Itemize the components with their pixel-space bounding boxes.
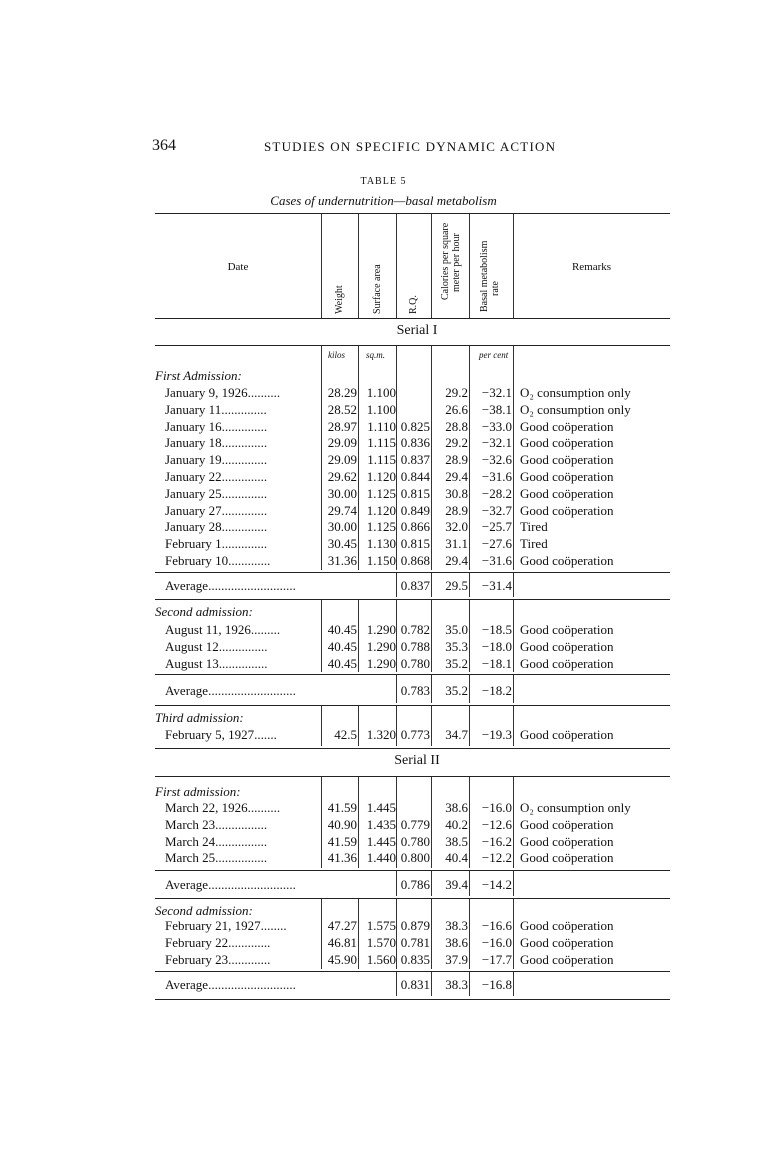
cell-date: February 10............. (165, 553, 271, 568)
cell-weight: 40.45 (327, 655, 357, 671)
cell-bmr: −16.2 (481, 833, 512, 849)
table-row (0, 656, 767, 672)
cell-rq: 0.836 (400, 435, 430, 451)
table-row (0, 639, 767, 655)
table-row (0, 469, 767, 485)
cell-date: January 16.............. (165, 418, 268, 434)
unit-kilos: kilos (328, 350, 345, 360)
cell-calories: 32.0 (445, 519, 468, 535)
section-label: First admission: (155, 784, 241, 799)
cell-weight: 29.09 (327, 435, 357, 451)
table-row (0, 402, 767, 418)
cell-surface-area: 1.440 (366, 850, 396, 866)
cell-calories: 31.1 (445, 536, 468, 552)
cell-rq: 0.781 (400, 934, 430, 950)
table-row (0, 519, 767, 535)
average-row (0, 578, 767, 594)
cell-surface-area: 1.120 (366, 502, 396, 518)
table-rule (155, 971, 670, 972)
section-label: First Admission: (155, 368, 242, 383)
cell-remarks: Good coöperation (520, 951, 614, 967)
cell-surface-area: 1.445 (366, 800, 396, 815)
cell-date: August 11, 1926......... (165, 622, 281, 637)
cell-weight: 28.97 (327, 418, 357, 434)
cell-calories: 28.8 (445, 418, 468, 434)
header-weight: Weight (334, 285, 345, 314)
cell-bmr: −25.7 (481, 519, 512, 535)
cell-date: January 9, 1926.......... (165, 385, 281, 400)
cell-calories: 40.4 (445, 850, 468, 866)
average-bmr: −18.2 (481, 683, 512, 698)
cell-remarks: Good coöperation (520, 452, 614, 468)
table-label: TABLE 5 (360, 176, 407, 187)
cell-surface-area: 1.125 (366, 519, 396, 535)
section-label: Second admission: (155, 903, 253, 918)
cell-surface-area: 1.100 (366, 401, 396, 417)
average-row (0, 977, 767, 993)
cell-rq: 0.837 (400, 452, 430, 468)
cell-date: March 25................ (165, 850, 268, 866)
cell-rq: 0.780 (400, 655, 430, 671)
cell-weight: 29.09 (327, 452, 357, 468)
header-divider (321, 214, 322, 318)
cell-calories: 28.9 (445, 452, 468, 468)
cell-weight: 46.81 (327, 934, 357, 950)
cell-calories: 34.7 (445, 727, 468, 742)
table-row (0, 850, 767, 866)
header-date: Date (227, 261, 249, 273)
cell-surface-area: 1.290 (366, 655, 396, 671)
table-row (0, 800, 767, 816)
cell-weight: 30.45 (327, 536, 357, 552)
cell-date: March 24................ (165, 833, 268, 849)
cell-bmr: −27.6 (481, 536, 512, 552)
header-rq: R.Q. (408, 295, 419, 314)
table-rule (155, 748, 670, 749)
average-bmr: −31.4 (481, 578, 512, 593)
cell-date: February 23............. (165, 951, 271, 967)
table-rule (155, 999, 670, 1000)
cell-remarks: O₂ consumption only (520, 385, 631, 400)
cell-rq: 0.788 (400, 638, 430, 654)
table-row (0, 622, 767, 638)
table-row (0, 834, 767, 850)
cell-remarks: Good coöperation (520, 435, 614, 451)
cell-date: February 1.............. (165, 536, 268, 552)
cell-surface-area: 1.320 (366, 727, 396, 742)
cell-calories: 38.6 (445, 934, 468, 950)
section-label-row (0, 784, 767, 800)
cell-calories: 38.6 (445, 800, 468, 815)
cell-calories: 38.5 (445, 833, 468, 849)
cell-rq: 0.773 (400, 727, 430, 742)
average-row (0, 877, 767, 893)
table-caption: Cases of undernutrition—basal metabolism (270, 193, 497, 208)
cell-remarks: Good coöperation (520, 655, 614, 671)
table-rule (155, 776, 670, 777)
table-row (0, 817, 767, 833)
cell-surface-area: 1.290 (366, 622, 396, 637)
cell-calories: 29.2 (445, 385, 468, 400)
cell-rq: 0.815 (400, 536, 430, 552)
average-calories: 35.2 (445, 683, 468, 698)
cell-weight: 42.5 (334, 727, 357, 742)
average-label: Average........................... (165, 877, 296, 892)
cell-remarks: Good coöperation (520, 553, 614, 568)
cell-remarks: Good coöperation (520, 850, 614, 866)
cell-date: August 13............... (165, 655, 268, 671)
cell-calories: 40.2 (445, 816, 468, 832)
cell-bmr: −33.0 (481, 418, 512, 434)
average-rq: 0.786 (400, 877, 430, 892)
cell-bmr: −28.2 (481, 485, 512, 501)
header-bmr-line2: rate (490, 281, 501, 296)
cell-weight: 40.45 (327, 638, 357, 654)
header-calories-line2: meter per hour (451, 233, 462, 292)
table-row (0, 385, 767, 401)
header-bmr (479, 241, 501, 312)
cell-bmr: −18.0 (481, 638, 512, 654)
cell-weight: 45.90 (327, 951, 357, 967)
cell-calories: 35.2 (445, 655, 468, 671)
table-row (0, 935, 767, 951)
header-remarks: Remarks (571, 261, 612, 273)
cell-weight: 30.00 (327, 519, 357, 535)
cell-calories: 35.3 (445, 638, 468, 654)
cell-remarks: Good coöperation (520, 622, 614, 637)
cell-date: January 25.............. (165, 485, 268, 501)
cell-remarks: Tired (520, 519, 548, 535)
cell-bmr: −19.3 (481, 727, 512, 742)
cell-remarks: Good coöperation (520, 418, 614, 434)
cell-weight: 31.36 (327, 553, 357, 568)
average-label: Average........................... (165, 977, 296, 992)
table-rule (155, 870, 670, 871)
cell-rq: 0.866 (400, 519, 430, 535)
average-rq: 0.831 (400, 977, 430, 992)
cell-rq: 0.815 (400, 485, 430, 501)
header-calories-line1: Calories per square (440, 222, 451, 300)
average-label: Average........................... (165, 578, 296, 593)
cell-rq: 0.844 (400, 469, 430, 484)
cell-surface-area: 1.575 (366, 918, 396, 933)
cell-surface-area: 1.130 (366, 536, 396, 552)
header-surface-area: Surface area (372, 264, 383, 314)
section-label: Third admission: (155, 710, 244, 725)
average-calories: 38.3 (445, 977, 468, 992)
average-calories: 29.5 (445, 578, 468, 593)
cell-weight: 47.27 (327, 918, 357, 933)
table-row (0, 452, 767, 468)
header-bmr-line1: Basal metabolism (479, 240, 490, 312)
cell-date: January 27.............. (165, 502, 268, 518)
header-calories (440, 223, 462, 300)
table-rule (155, 674, 670, 675)
cell-rq: 0.782 (400, 622, 430, 637)
table-row (0, 435, 767, 451)
cell-weight: 28.52 (327, 401, 357, 417)
cell-weight: 41.36 (327, 850, 357, 866)
cell-calories: 35.0 (445, 622, 468, 637)
cell-rq: 0.849 (400, 502, 430, 518)
serial-1-title: Serial I (396, 323, 438, 338)
cell-remarks: Good coöperation (520, 934, 614, 950)
cell-calories: 29.4 (445, 469, 468, 484)
cell-date: January 19.............. (165, 452, 268, 468)
cell-date: January 28.............. (165, 519, 268, 535)
cell-rq: 0.835 (400, 951, 430, 967)
cell-rq: 0.780 (400, 833, 430, 849)
table-row (0, 727, 767, 743)
cell-date: January 18.............. (165, 435, 268, 451)
cell-remarks: Tired (520, 536, 548, 552)
cell-remarks: Good coöperation (520, 469, 614, 484)
cell-rq: 0.779 (400, 816, 430, 832)
cell-weight: 29.62 (327, 469, 357, 484)
cell-bmr: −32.1 (481, 385, 512, 400)
cell-remarks: Good coöperation (520, 502, 614, 518)
table-row (0, 918, 767, 934)
page-number: 364 (152, 137, 176, 154)
cell-rq: 0.825 (400, 418, 430, 434)
cell-bmr: −38.1 (481, 401, 512, 417)
cell-bmr: −31.6 (481, 469, 512, 484)
header-bottom-rule (155, 318, 670, 319)
table-top-rule (155, 213, 670, 214)
cell-weight: 41.59 (327, 800, 357, 815)
header-divider (358, 214, 359, 318)
cell-date: August 12............... (165, 638, 268, 654)
table-row (0, 952, 767, 968)
cell-weight: 30.00 (327, 485, 357, 501)
cell-surface-area: 1.150 (366, 553, 396, 568)
cell-remarks: Good coöperation (520, 727, 614, 742)
average-rq: 0.783 (400, 683, 430, 698)
cell-bmr: −12.6 (481, 816, 512, 832)
cell-rq: 0.800 (400, 850, 430, 866)
cell-remarks: Good coöperation (520, 833, 614, 849)
table-rule (155, 599, 670, 600)
cell-calories: 37.9 (445, 951, 468, 967)
cell-surface-area: 1.100 (366, 385, 396, 400)
cell-calories: 38.3 (445, 918, 468, 933)
serial-2-title: Serial II (394, 753, 440, 768)
cell-surface-area: 1.290 (366, 638, 396, 654)
section-label-row (0, 710, 767, 726)
table-rule (155, 705, 670, 706)
running-head: STUDIES ON SPECIFIC DYNAMIC ACTION (264, 139, 557, 154)
cell-rq: 0.868 (400, 553, 430, 568)
cell-calories: 29.2 (445, 435, 468, 451)
header-divider (431, 214, 432, 318)
table-rule (155, 572, 670, 573)
cell-weight: 40.45 (327, 622, 357, 637)
cell-bmr: −18.1 (481, 655, 512, 671)
average-bmr: −16.8 (481, 977, 512, 992)
unit-sqm: sq.m. (366, 350, 386, 360)
cell-surface-area: 1.110 (367, 418, 396, 434)
header-divider (469, 214, 470, 318)
section-label-row (0, 368, 767, 384)
cell-remarks: Good coöperation (520, 638, 614, 654)
cell-surface-area: 1.115 (367, 435, 396, 451)
cell-surface-area: 1.435 (366, 816, 396, 832)
cell-bmr: −18.5 (481, 622, 512, 637)
cell-bmr: −32.1 (481, 435, 512, 451)
average-bmr: −14.2 (481, 877, 512, 892)
cell-calories: 26.6 (445, 401, 468, 417)
serial-1-rule (155, 345, 670, 346)
cell-calories: 28.9 (445, 502, 468, 518)
table-row (0, 419, 767, 435)
table-row (0, 503, 767, 519)
cell-date: March 23................ (165, 816, 268, 832)
cell-surface-area: 1.115 (367, 452, 396, 468)
unit-percent: per cent (479, 350, 509, 360)
header-divider (396, 214, 397, 318)
average-label: Average........................... (165, 683, 296, 698)
section-label: Second admission: (155, 604, 253, 619)
cell-surface-area: 1.570 (366, 934, 396, 950)
cell-date: January 22.............. (165, 469, 268, 484)
cell-bmr: −16.6 (481, 918, 512, 933)
cell-bmr: −16.0 (481, 934, 512, 950)
cell-calories: 30.8 (445, 485, 468, 501)
section-label-row (0, 604, 767, 620)
cell-date: February 22............. (165, 934, 271, 950)
table-row (0, 536, 767, 552)
cell-date: February 5, 1927....... (165, 727, 277, 742)
cell-remarks: Good coöperation (520, 816, 614, 832)
cell-bmr: −12.2 (481, 850, 512, 866)
cell-bmr: −32.7 (481, 502, 512, 518)
table-row (0, 553, 767, 569)
cell-bmr: −16.0 (481, 800, 512, 815)
cell-surface-area: 1.120 (366, 469, 396, 484)
cell-remarks: O₂ consumption only (520, 800, 631, 815)
cell-rq: 0.879 (400, 918, 430, 933)
section-label-row (0, 903, 767, 919)
cell-weight: 29.74 (327, 502, 357, 518)
cell-date: January 11.............. (165, 401, 267, 417)
average-rq: 0.837 (400, 578, 430, 593)
cell-date: February 21, 1927........ (165, 918, 287, 933)
table-row (0, 486, 767, 502)
cell-surface-area: 1.125 (366, 485, 396, 501)
cell-weight: 40.90 (327, 816, 357, 832)
cell-bmr: −32.6 (481, 452, 512, 468)
cell-remarks: O₂ consumption only (520, 401, 631, 417)
cell-remarks: Good coöperation (520, 918, 614, 933)
cell-bmr: −17.7 (481, 951, 512, 967)
cell-calories: 29.4 (445, 553, 468, 568)
cell-surface-area: 1.560 (366, 951, 396, 967)
cell-date: March 22, 1926.......... (165, 800, 281, 815)
table-rule (155, 898, 670, 899)
average-row (0, 683, 767, 699)
cell-surface-area: 1.445 (366, 833, 396, 849)
cell-weight: 41.59 (327, 833, 357, 849)
cell-bmr: −31.6 (481, 553, 512, 568)
average-calories: 39.4 (445, 877, 468, 892)
cell-remarks: Good coöperation (520, 485, 614, 501)
cell-weight: 28.29 (327, 385, 357, 400)
